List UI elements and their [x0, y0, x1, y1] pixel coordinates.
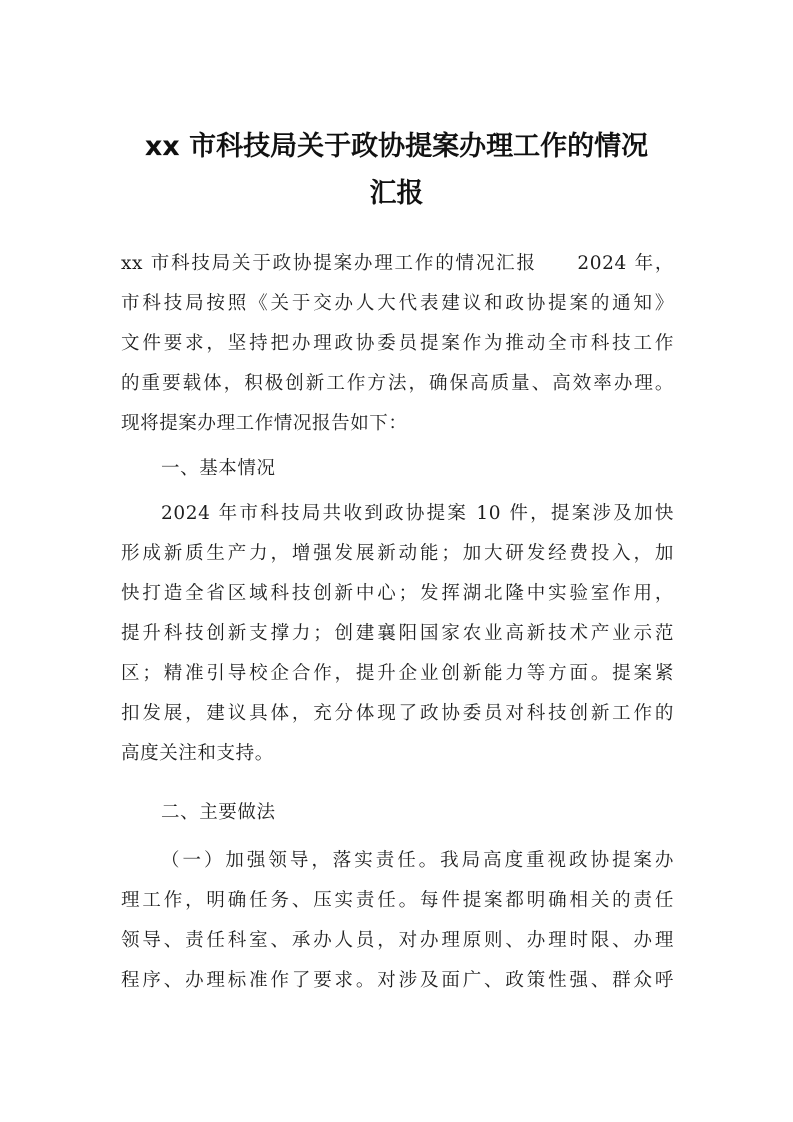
paragraph-line: 形成新质生产力，增强发展新动能；加大研发经费投入，加 [121, 543, 674, 564]
paragraph-line: 文件要求，坚持把办理政协委员提案作为推动全市科技工作 [121, 333, 674, 354]
paragraph-line: 现将提案办理工作情况报告如下： [121, 413, 408, 434]
paragraph-line: （一）加强领导，落实责任。我局高度重视政协提案办 [161, 850, 674, 871]
document-title-line-1: xx 市科技局关于政协提案办理工作的情况 [144, 131, 649, 162]
section-heading: 二、主要做法 [161, 802, 276, 823]
paragraph-line: 2024 年市科技局共收到政协提案 10 件，提案涉及加快 [161, 503, 674, 524]
paragraph-line: 领导、责任科室、承办人员，对办理原则、办理时限、办理 [121, 930, 674, 951]
paragraph-line: 区；精准引导校企合作，提升企业创新能力等方面。提案紧 [121, 663, 674, 684]
document-title-line-2: 汇报 [369, 178, 424, 209]
paragraph-line: 理工作，明确任务、压实责任。每件提案都明确相关的责任 [121, 890, 674, 911]
paragraph-line: 扣发展，建议具体，充分体现了政协委员对科技创新工作的 [121, 703, 674, 724]
paragraph-line: 的重要载体，积极创新工作方法，确保高质量、高效率办理。 [121, 373, 674, 394]
paragraph-line: 程序、办理标准作了要求。对涉及面广、政策性强、群众呼 [121, 970, 674, 991]
paragraph-line: 提升科技创新支撑力；创建襄阳国家农业高新技术产业示范 [121, 623, 674, 644]
paragraph-line: 快打造全省区域科技创新中心；发挥湖北隆中实验室作用， [121, 583, 674, 604]
paragraph-line: 市科技局按照《关于交办人大代表建议和政协提案的通知》 [121, 293, 674, 314]
paragraph-line: 高度关注和支持。 [121, 743, 274, 764]
section-heading: 一、基本情况 [161, 458, 276, 479]
paragraph-line: xx 市科技局关于政协提案办理工作的情况汇报 2024 年， [121, 253, 674, 274]
